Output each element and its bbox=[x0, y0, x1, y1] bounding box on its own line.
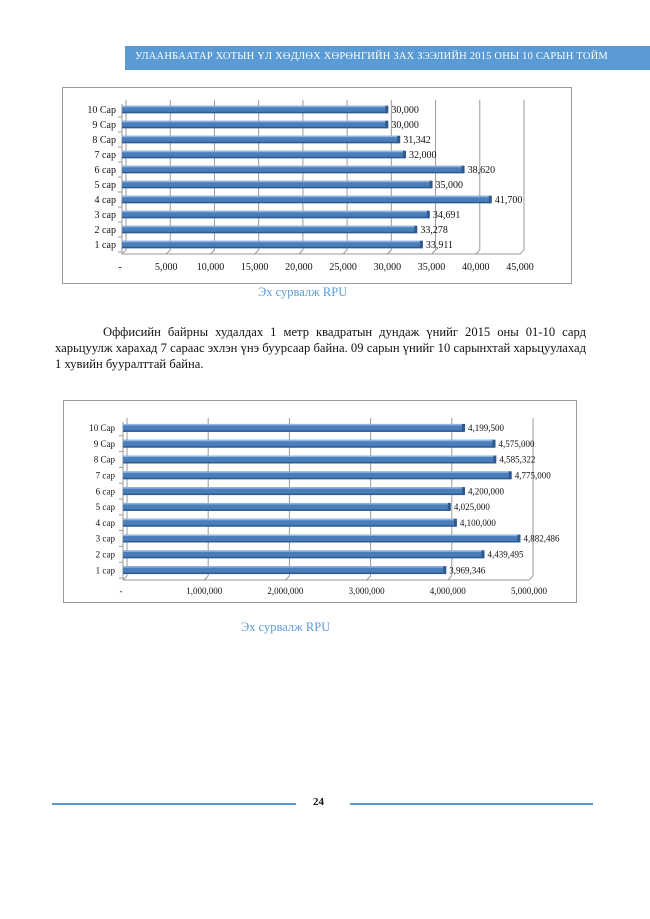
bar-end bbox=[462, 487, 465, 495]
x-tick-label: 20,000 bbox=[285, 262, 313, 273]
category-label: 4 сар bbox=[95, 517, 115, 528]
bar-shadow bbox=[122, 157, 405, 159]
bar-highlight bbox=[123, 550, 483, 552]
data-label: 4,585,322 bbox=[499, 454, 536, 465]
bar-end bbox=[414, 226, 417, 234]
x-tick-label: 1,000,000 bbox=[186, 586, 223, 596]
bar-end bbox=[427, 211, 430, 219]
category-label: 6 сар bbox=[95, 486, 115, 497]
category-label: 5 сар bbox=[94, 180, 116, 191]
chart-2-source: Эх сурвалж RPU bbox=[241, 620, 331, 634]
bar-end bbox=[489, 196, 492, 204]
x-tick-label: 5,000 bbox=[154, 262, 178, 273]
gridline-floor bbox=[123, 576, 127, 580]
data-label: 30,000 bbox=[391, 120, 419, 131]
header-title: УЛААНБААТАР ХОТЫН ҮЛ ХӨДЛӨХ ХӨРӨНГИЙН ЗАХ ЗЭЭЛИЙН 2015 ОНЫ 10 САРЫН ТОЙМ bbox=[135, 51, 608, 62]
data-label: 4,200,000 bbox=[468, 486, 505, 497]
chart-2-svg bbox=[64, 401, 576, 602]
data-label: 4,775,000 bbox=[514, 470, 551, 481]
bar-shadow bbox=[123, 509, 450, 511]
category-label: 2 сар bbox=[95, 549, 115, 560]
category-label: 3 сар bbox=[94, 210, 116, 221]
bar-end bbox=[385, 121, 388, 129]
x-tick-label: 10,000 bbox=[196, 262, 225, 273]
paragraph-text: Оффисийн байрны худалдах 1 метр квадратын дундаж үнийг 2015 оны 01-10 сард харьцуулж харахад 7 сараас эхлэн үнэ буурсаар байна. 09 сарын үнийг 10 сарынхтай харьцуулахад 1 хувийн бууралттай байна. bbox=[55, 325, 586, 371]
bar-end bbox=[462, 424, 465, 432]
x-tick-label: 30,000 bbox=[373, 262, 402, 273]
bar-shadow bbox=[122, 142, 399, 144]
bar-highlight bbox=[122, 226, 416, 228]
bar-shadow bbox=[123, 446, 494, 448]
bar-highlight bbox=[122, 166, 464, 168]
bar-shadow bbox=[123, 494, 464, 496]
category-label: 6 сар bbox=[94, 165, 116, 176]
gridline-floor bbox=[299, 250, 303, 254]
x-tick-label: 40,000 bbox=[462, 262, 490, 273]
bar-shadow bbox=[123, 573, 445, 575]
category-label: 3 сар bbox=[95, 533, 115, 544]
data-label: 34,691 bbox=[432, 210, 461, 221]
category-label: 4 сар bbox=[94, 195, 116, 206]
gridline-floor bbox=[387, 250, 391, 254]
bar-highlight bbox=[123, 503, 450, 505]
bar-shadow bbox=[122, 217, 429, 219]
data-label: 33,911 bbox=[425, 240, 454, 251]
bar-end bbox=[430, 181, 433, 189]
bar-end bbox=[420, 241, 423, 249]
category-label: 7 сар bbox=[94, 150, 116, 161]
bar-shadow bbox=[122, 202, 491, 204]
bar-end bbox=[492, 440, 495, 448]
chart-1-frame bbox=[62, 87, 572, 284]
data-label: 4,025,000 bbox=[453, 502, 490, 513]
chart-1-svg bbox=[63, 88, 571, 283]
footer-line-left bbox=[52, 803, 296, 805]
x-tick-label: 3,000,000 bbox=[348, 586, 385, 596]
gridline-floor bbox=[367, 576, 371, 580]
x-tick-label: 4,000,000 bbox=[429, 586, 466, 596]
gridline-floor bbox=[343, 250, 347, 254]
bar-highlight bbox=[122, 136, 399, 138]
x-tick-label: - bbox=[118, 262, 122, 273]
data-label: 41,700 bbox=[494, 195, 523, 206]
data-label: 33,278 bbox=[420, 225, 448, 236]
bar-highlight bbox=[122, 121, 387, 123]
bar-highlight bbox=[123, 519, 456, 521]
bar-shadow bbox=[123, 541, 519, 543]
chart-1-source: Эх сурвалж RPU bbox=[258, 285, 348, 299]
bar-highlight bbox=[123, 440, 494, 442]
x-tick-label: 45,000 bbox=[506, 262, 534, 273]
bar-shadow bbox=[122, 172, 464, 174]
x-tick-label: 25,000 bbox=[329, 262, 357, 273]
bar-end bbox=[403, 151, 406, 159]
bar-end bbox=[454, 519, 457, 527]
gridline-floor bbox=[285, 576, 289, 580]
data-label: 30,000 bbox=[391, 105, 419, 116]
data-label: 4,100,000 bbox=[459, 517, 496, 528]
category-label: 2 сар bbox=[94, 225, 116, 236]
bar-end bbox=[443, 566, 446, 574]
bar-highlight bbox=[123, 456, 495, 458]
data-label: 35,000 bbox=[435, 180, 464, 191]
body-paragraph bbox=[55, 324, 586, 372]
bar-shadow bbox=[122, 187, 432, 189]
bar-highlight bbox=[123, 535, 519, 537]
footer-line-right bbox=[350, 803, 593, 805]
bar-highlight bbox=[122, 211, 429, 213]
data-label: 4,882,486 bbox=[523, 533, 560, 544]
bar-highlight bbox=[123, 566, 445, 568]
gridline-floor bbox=[210, 250, 214, 254]
data-label: 4,439,495 bbox=[487, 549, 524, 560]
bar-highlight bbox=[123, 424, 464, 426]
category-label: 7 сар bbox=[95, 470, 115, 481]
gridline-floor bbox=[448, 576, 452, 580]
category-label: 8 Сар bbox=[93, 454, 115, 465]
data-label: 4,575,000 bbox=[498, 438, 535, 449]
bar-shadow bbox=[123, 525, 456, 527]
bar-shadow bbox=[122, 112, 387, 114]
gridline-floor bbox=[520, 250, 524, 254]
bar-shadow bbox=[123, 462, 495, 464]
category-label: 10 Сар bbox=[89, 423, 115, 434]
bar-end bbox=[493, 456, 496, 464]
bar-end bbox=[448, 503, 451, 511]
category-label: 10 Сар bbox=[87, 105, 116, 116]
data-label: 3,969,346 bbox=[449, 565, 486, 576]
bar-end bbox=[509, 471, 512, 479]
bar-highlight bbox=[122, 241, 422, 243]
bar-end bbox=[517, 535, 520, 543]
data-label: 31,342 bbox=[403, 135, 431, 146]
x-tick-label: 2,000,000 bbox=[267, 586, 304, 596]
gridline-floor bbox=[255, 250, 259, 254]
data-label: 32,000 bbox=[409, 150, 437, 161]
data-label: 38,620 bbox=[467, 165, 496, 176]
gridline-floor bbox=[166, 250, 170, 254]
bar-shadow bbox=[122, 127, 387, 129]
category-label: 5 сар bbox=[95, 502, 115, 513]
bar-shadow bbox=[122, 247, 422, 249]
x-tick-label: 5,000,000 bbox=[511, 586, 547, 596]
bar-end bbox=[481, 550, 484, 558]
header-band bbox=[125, 46, 650, 70]
category-label: 8 Сар bbox=[92, 135, 116, 146]
x-tick-label: 15,000 bbox=[240, 262, 269, 273]
gridline-floor bbox=[529, 576, 533, 580]
data-label: 4,199,500 bbox=[467, 423, 504, 434]
bar-highlight bbox=[122, 106, 387, 108]
category-label: 9 Сар bbox=[93, 438, 115, 449]
bar-shadow bbox=[123, 478, 511, 480]
x-tick-label: 35,000 bbox=[417, 262, 446, 273]
bar-end bbox=[462, 166, 465, 174]
category-label: 9 Сар bbox=[92, 120, 116, 131]
bar-highlight bbox=[122, 196, 491, 198]
bar-shadow bbox=[123, 557, 483, 559]
category-label: 1 сар bbox=[95, 565, 115, 576]
page-number: 24 bbox=[313, 796, 324, 808]
bar-shadow bbox=[123, 430, 464, 432]
x-tick-label: - bbox=[119, 586, 123, 596]
chart-2-frame bbox=[63, 400, 577, 603]
bar-shadow bbox=[122, 232, 416, 234]
bar-highlight bbox=[122, 151, 405, 153]
category-label: 1 сар bbox=[94, 240, 116, 251]
bar-end bbox=[397, 136, 400, 144]
bar-highlight bbox=[123, 471, 511, 473]
gridline-floor bbox=[476, 250, 480, 254]
bar-end bbox=[385, 106, 388, 114]
bar-highlight bbox=[122, 181, 432, 183]
bar-highlight bbox=[123, 487, 464, 489]
gridline-floor bbox=[204, 576, 208, 580]
gridline-floor bbox=[122, 250, 126, 254]
